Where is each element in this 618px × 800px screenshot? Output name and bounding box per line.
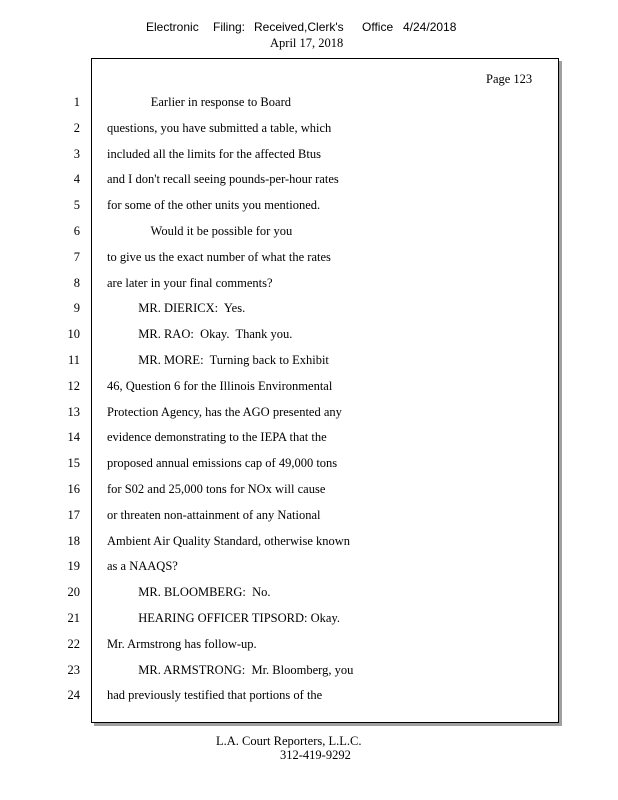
line-text: MR. BLOOMBERG: No.	[107, 585, 271, 599]
line-number: 22	[67, 637, 80, 651]
line-text: for some of the other units you mentioned.	[107, 198, 321, 212]
filing-stamp-word: Office	[362, 20, 394, 34]
footer-phone: 312-419-9292	[280, 748, 351, 762]
line-number: 14	[67, 430, 80, 444]
line-text: questions, you have submitted a table, which	[107, 121, 332, 135]
filing-stamp-word: Filing:	[213, 20, 246, 34]
line-text: MR. DIERICX: Yes.	[107, 301, 246, 315]
line-text: as a NAAQS?	[107, 559, 178, 573]
line-number: 7	[73, 250, 80, 264]
line-text: Protection Agency, has the AGO presented any	[107, 405, 342, 419]
line-number: 17	[67, 508, 80, 522]
line-text: MR. ARMSTRONG: Mr. Bloomberg, you	[107, 663, 354, 677]
line-text: had previously testified that portions of the	[107, 688, 323, 702]
line-text: Earlier in response to Board	[107, 95, 291, 109]
line-number: 16	[67, 482, 80, 496]
line-text: for S02 and 25,000 tons for NOx will cause	[107, 482, 326, 496]
line-number: 15	[67, 456, 80, 470]
line-number: 8	[73, 276, 80, 290]
line-text: are later in your final comments?	[107, 276, 273, 290]
line-text: proposed annual emissions cap of 49,000 tons	[107, 456, 338, 470]
line-number: 19	[67, 559, 80, 573]
line-number: 13	[67, 405, 80, 419]
line-text: included all the limits for the affected Btus	[107, 147, 321, 161]
line-number: 2	[73, 121, 80, 135]
line-number: 6	[73, 224, 80, 238]
line-text: Ambient Air Quality Standard, otherwise known	[107, 534, 351, 548]
filing-stamp-word: 4/24/2018	[403, 20, 457, 34]
line-text: HEARING OFFICER TIPSORD: Okay.	[107, 611, 341, 625]
line-number: 18	[67, 534, 80, 548]
line-number: 23	[67, 663, 80, 677]
filing-stamp-word: Electronic	[146, 20, 199, 34]
line-text: Would it be possible for you	[107, 224, 293, 238]
line-text: evidence demonstrating to the IEPA that the	[107, 430, 327, 444]
filing-stamp-word: Received,Clerk's	[254, 20, 344, 34]
line-number: 20	[67, 585, 80, 599]
line-text: MR. MORE: Turning back to Exhibit	[107, 353, 329, 367]
line-number: 11	[67, 353, 80, 367]
transcript-date: April 17, 2018	[270, 36, 344, 50]
line-number: 10	[67, 327, 80, 341]
line-text: to give us the exact number of what the rates	[107, 250, 331, 264]
line-text: MR. RAO: Okay. Thank you.	[107, 327, 293, 341]
line-text: and I don't recall seeing pounds-per-hour rates	[107, 172, 339, 186]
footer-company: L.A. Court Reporters, L.L.C.	[216, 734, 362, 748]
line-number: 21	[67, 611, 80, 625]
page-number: Page 123	[486, 72, 533, 86]
line-text: Mr. Armstrong has follow-up.	[107, 637, 257, 651]
line-number: 1	[73, 95, 80, 109]
line-number: 9	[73, 301, 80, 315]
line-number: 5	[73, 198, 80, 212]
line-text: 46, Question 6 for the Illinois Environmental	[107, 379, 333, 393]
line-number: 4	[73, 172, 80, 186]
line-number: 12	[67, 379, 80, 393]
line-number: 3	[73, 147, 80, 161]
line-text: or threaten non-attainment of any National	[107, 508, 321, 522]
line-number: 24	[67, 688, 80, 702]
